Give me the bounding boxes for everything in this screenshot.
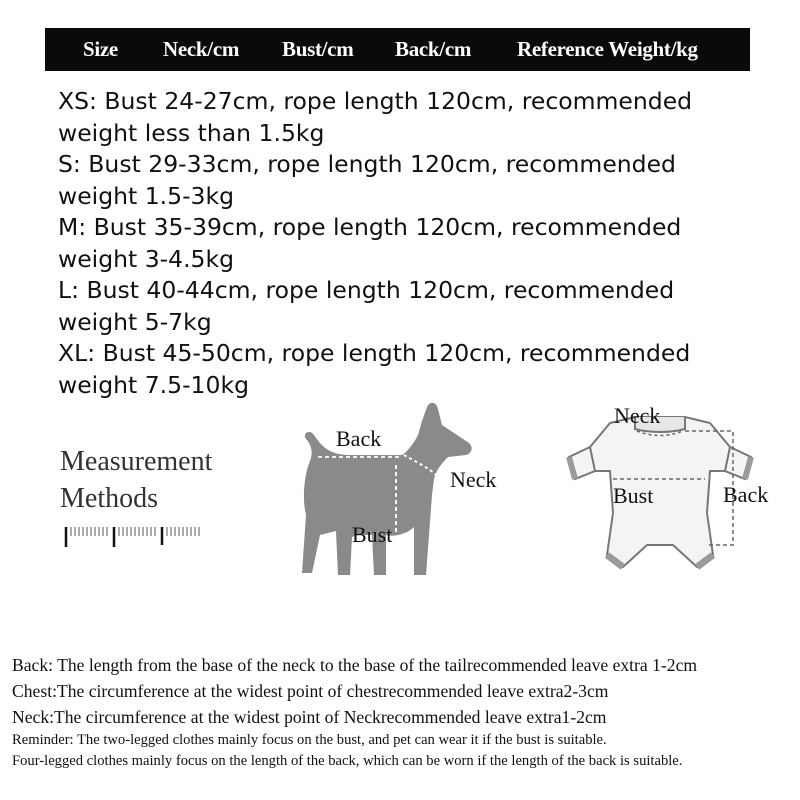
header-back: Back/cm	[395, 37, 472, 61]
dog-body	[302, 403, 472, 575]
header-size: Size	[83, 37, 118, 61]
reminder-two-legged: Reminder: The two-legged clothes mainly focus on the bust, and pet can wear it if the bust is suitable.	[12, 732, 607, 748]
size-row-xs: XS: Bust 24-27cm, rope length 120cm, recommended weight less than 1.5kg	[58, 87, 693, 147]
ruler-icon	[64, 523, 204, 549]
measurement-notes	[12, 652, 800, 772]
header-bust: Bust/cm	[282, 37, 354, 61]
header-neck: Neck/cm	[163, 37, 240, 61]
size-list	[58, 86, 758, 401]
garment-label-bust: Bust	[613, 483, 654, 508]
measurement-title-line2: Methods	[60, 483, 158, 514]
dog-label-back: Back	[336, 426, 382, 451]
note-back: Back: The length from the base of the neck to the base of the tailrecommended leave extra 1-2cm	[12, 655, 698, 675]
size-row-m: M: Bust 35-39cm, rope length 120cm, recommended weight 3-4.5kg	[58, 213, 682, 273]
header-weight: Reference Weight/kg	[517, 37, 698, 61]
size-row-xl: XL: Bust 45-50cm, rope length 120cm, recommended weight 7.5-10kg	[58, 339, 691, 399]
size-table-header	[45, 28, 750, 71]
measurement-title-line1: Measurement	[60, 446, 213, 477]
garment-label-back: Back	[723, 482, 769, 507]
size-row-l: L: Bust 40-44cm, rope length 120cm, recommended weight 5-7kg	[58, 276, 675, 336]
dog-label-neck: Neck	[450, 467, 497, 492]
size-row-s: S: Bust 29-33cm, rope length 120cm, recommended weight 1.5-3kg	[58, 150, 676, 210]
dog-label-bust: Bust	[352, 522, 393, 547]
note-chest: Chest:The circumference at the widest point of chestrecommended leave extra2-3cm	[12, 681, 609, 701]
reminder-four-legged: Four-legged clothes mainly focus on the length of the back, which can be worn if the length of the back is suitable.	[12, 753, 683, 769]
garment-label-neck: Neck	[614, 403, 661, 428]
measurement-methods-title	[60, 443, 212, 517]
note-neck: Neck:The circumference at the widest point of Neckrecommended leave extra1-2cm	[12, 707, 607, 727]
